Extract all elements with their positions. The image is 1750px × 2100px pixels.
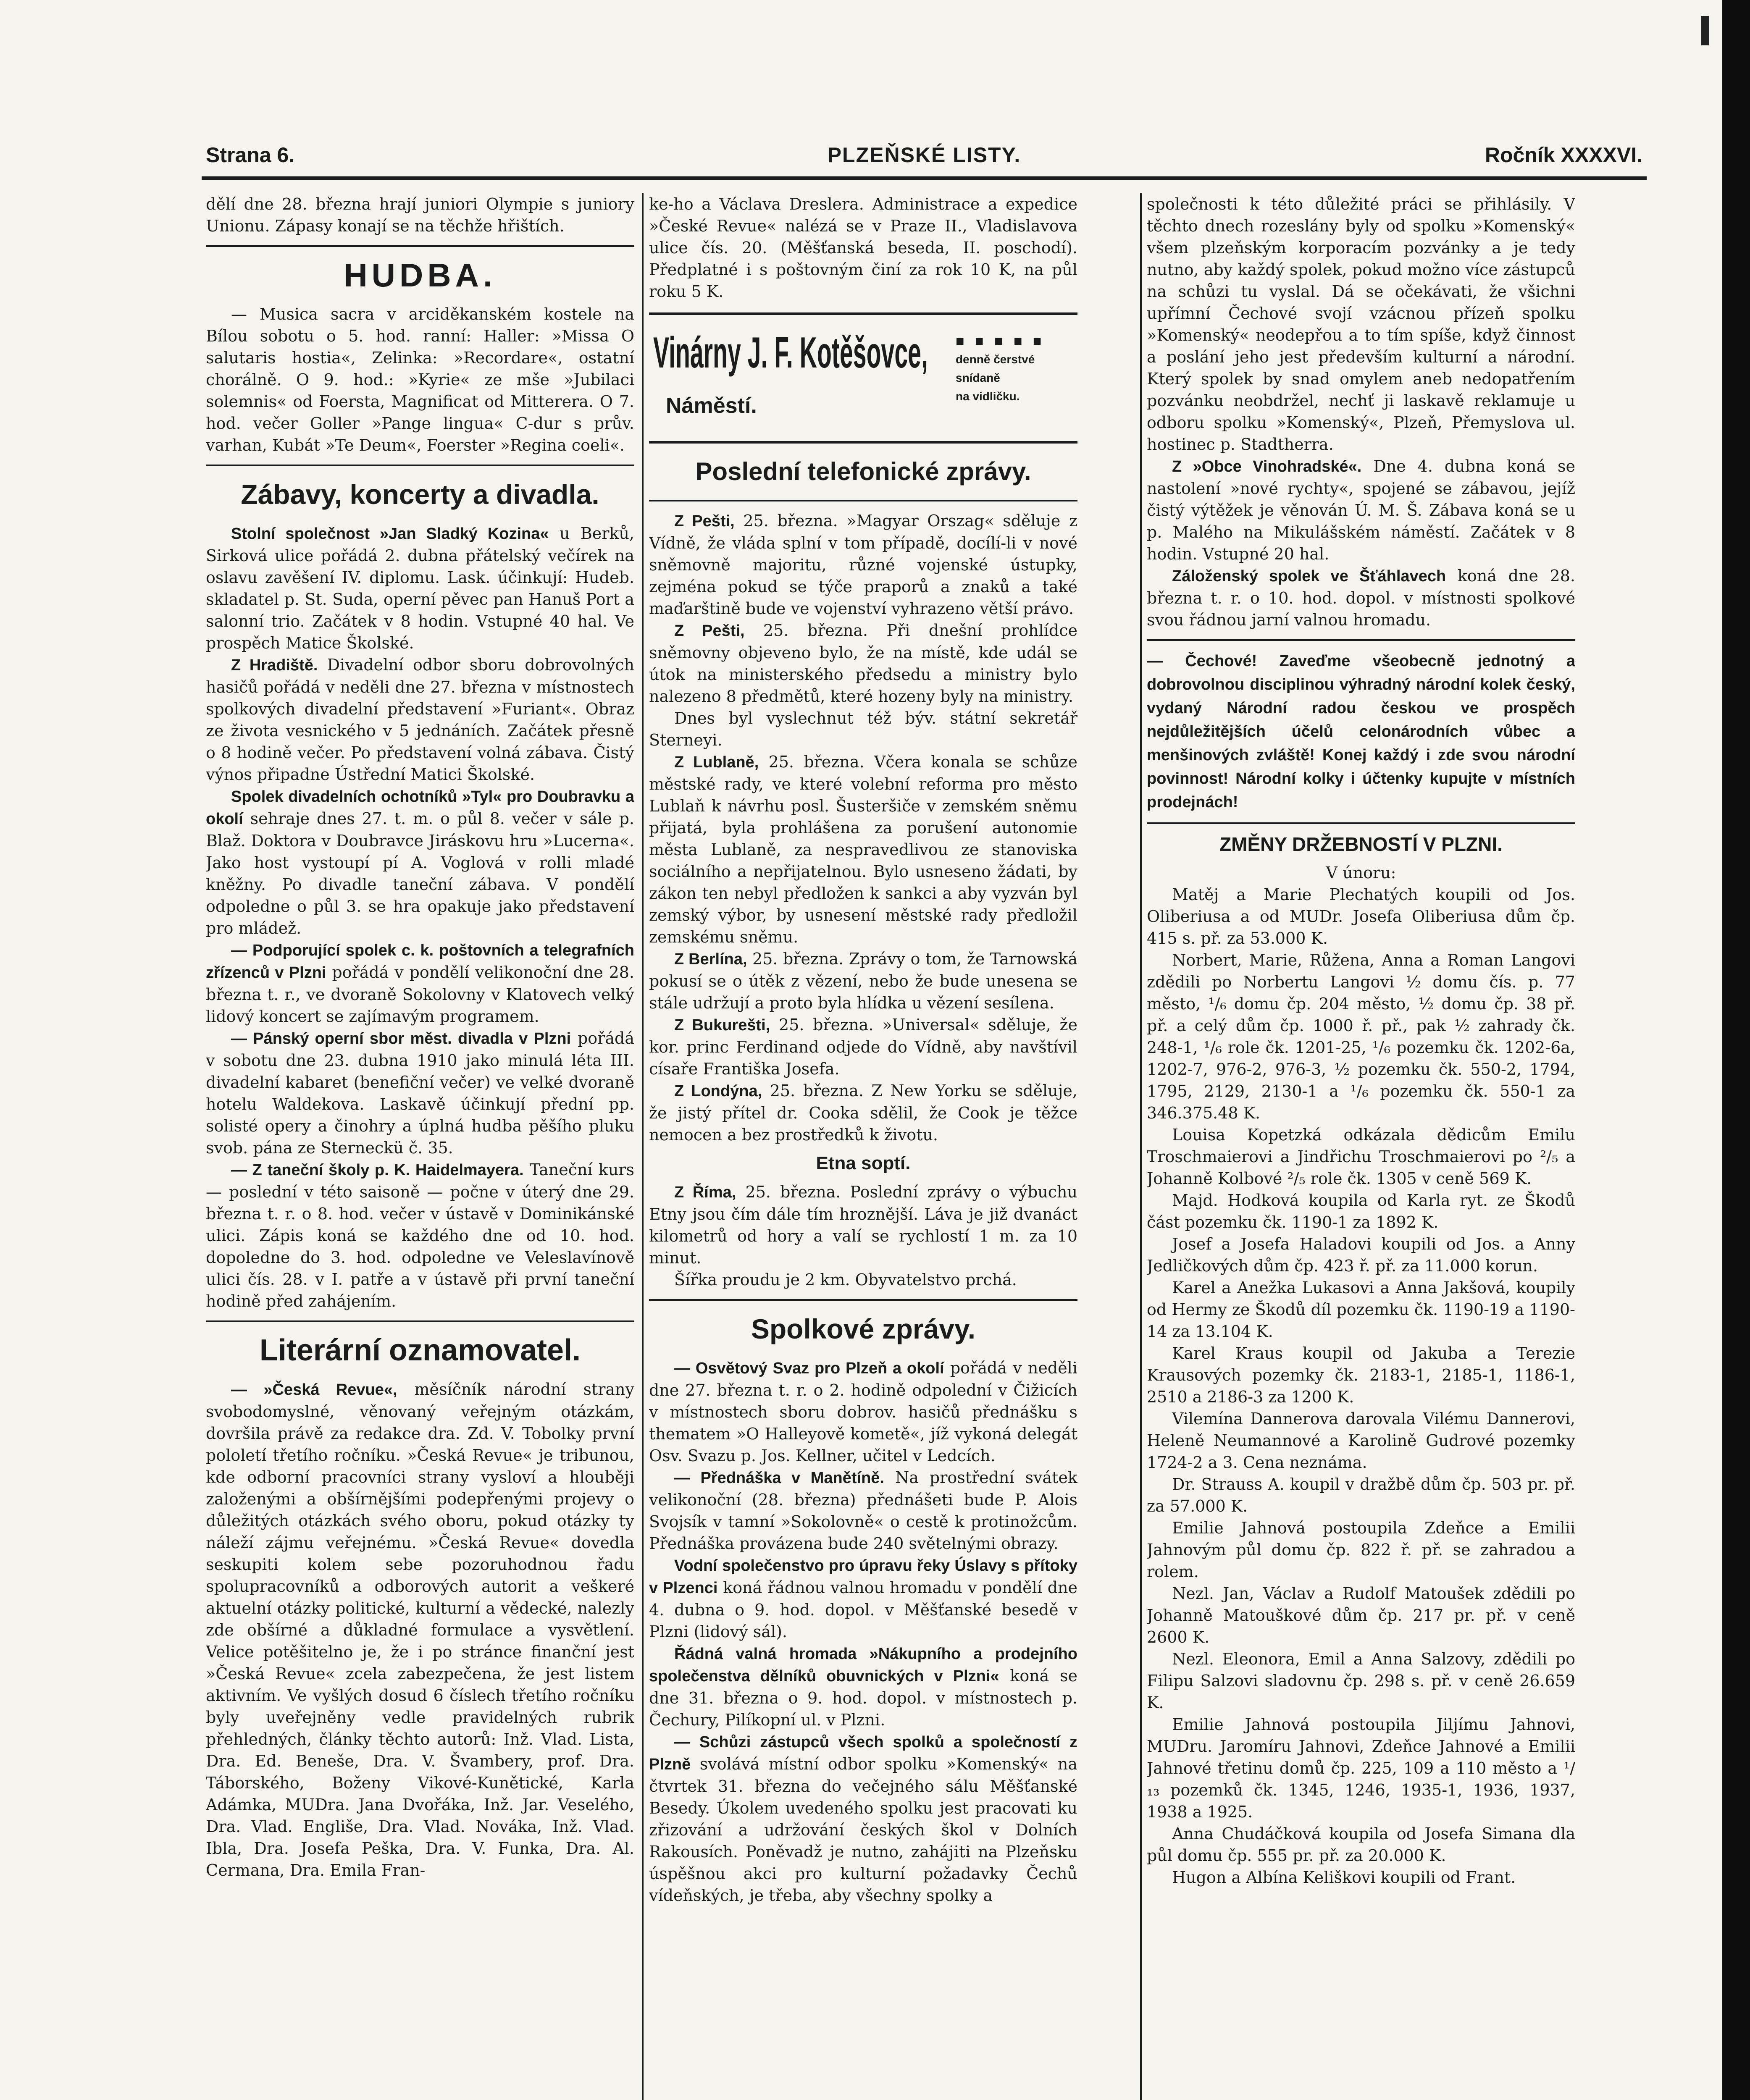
article-lead: Stolní společnost »Jan Sladký Kozina«: [231, 525, 549, 543]
news-item: [649, 620, 1077, 707]
club-text: Dne 4. dubna koná se nastolení »nové rychty«, spojené se zábavou, jejíž čistý výtěžek je věnován Ú. M. Š. Zábava koná se u p. Malého na Mikulášském náměstí. Začátek v 8 hodin. Vstupné 20 hal.: [1147, 457, 1575, 563]
ad-ornament: ■ ■ ■ ■ ■: [956, 333, 1045, 349]
property-record: Norbert, Marie, Růžena, Anna a Roman Langovi zdědili po Norbertu Langovi ½ domu čís. p. 77 město, ¹/₆ domu čp. 204 město, ½ domu čp. 38 př. př. a celý dům čp. 1000 ř. př., pak ½ zahrady čk. 248-1, ¹/₆ role čk. 1201-25, ¹/₆ pozemku čk. 1202-6a, 1202-7, 976-2, 976-3, ½ pozemku čk. 550-2, 1794, 1795, 2129, 2130-1 a ¹/₆ pozemku čk. 550-1 za 346.375.48 K.: [1147, 951, 1575, 1122]
club-lead: — Přednáška v Manětíně.: [674, 1469, 884, 1487]
news-item: [649, 1080, 1077, 1146]
scan-mark: [1701, 16, 1709, 45]
news-item: [649, 1181, 1077, 1269]
section-rule: [649, 500, 1077, 501]
property-record: Hugon a Albína Keliškovi koupili od Frant.: [1172, 1868, 1516, 1887]
club-text: Na prostřední svátek velikonoční (28. března) přednášeti bude P. Alois Svojsík v tamní »Sokolovně« o cestě k protinožcům. Přednáška provázena bude 240 světelnými obrazy.: [649, 1468, 1077, 1553]
section-rule: [206, 465, 634, 466]
club-text: koná se dne 31. března o 9. hod. dopol. v místnostech p. Čechury, Pilíkopní ul. v Plzni.: [649, 1667, 1077, 1729]
subheading-month: V únoru:: [1326, 864, 1396, 882]
article-text: sehraje dnes 27. t. m. o půl 8. večer v sále p. Blaž. Doktora v Doubravce Jiráskovu hru »Lucerna«. Jako host vystoupí pí A. Voglová v rolli mladé kněžny. Po divadle taneční zábava. V pondělí odpoledne o půl 3. se hra opakuje jako představení pro mládež.: [206, 809, 634, 937]
news-text: 25. března. Zprávy o tom, že Tarnowská pokusí se o útěk z vězení, nebo že bude unesena se stále udržují a proto byla hlídka u vězení sesílena.: [649, 950, 1077, 1012]
ad-note: denně čerstvé: [956, 353, 1035, 366]
section-title-hudba: HUDBA.: [344, 257, 497, 294]
column-right: [1147, 193, 1575, 2100]
page-number: Strana 6.: [206, 143, 295, 167]
ad-notes: [956, 332, 1073, 406]
column-middle: [649, 193, 1077, 2100]
page-header: [202, 139, 1647, 172]
ad-note: na vidličku.: [956, 390, 1020, 403]
property-record: Nezl. Eleonora, Emil a Anna Salzovy, zdědili po Filipu Salzovi sladovnu čp. 298 s. př. v ceně 26.659 K.: [1147, 1650, 1575, 1712]
article-text: pořádá v sobotu dne 23. dubna 1910 jako minulá léta III. divadelní kabaret (benefiční večer) ve velké dvoraně hotelu Waldekova. Laskavě účinkují přední pp. solisté opery a činohry a úplná hudba pěšího pluku svob. pána ze Sterneckü č. 35.: [206, 1029, 634, 1157]
article-continuation: společnosti k této důležité práci se přihlásily. V těchto dnech rozeslány byly od spolku »Komenský« všem plzeňským korporacím pozvánky a je tedy nutno, aby každý spolek, pokud možno více zástupců na schůzi tu vyslal. Dá se očekávati, že všichni upřímní Čechové svojí vzácnou přízeň spolku »Komenský« neodepřou a to tím spíše, když činnost a poslání jeho jest především kulturní a národní. Který spolek by snad omylem aneb nedopatřením pozvánku neobdržel, nechť ji laskavě reklamuje u odboru spolku »Komenský«, Plzeň, Přemyslova ul. hostinec p. Stadtherra.: [1147, 195, 1575, 454]
section-rule: [1147, 822, 1575, 824]
property-record: Louisa Kopetzká odkázala dědicům Emilu Troschmaierovi a Jindřichu Troschmaierovi po ²/₅ a Johanně Kolbové ²/₅ role čk. 1305 v ceně 569 K.: [1147, 1126, 1575, 1188]
property-record: Emilie Jahnová postoupila Jiljímu Jahnovi, MUDru. Jaromíru Jahnovi, Zdeňce Jahnové a Emilii Jahnové třetinu domů čp. 225, 109 a 110 město a ¹/₁₃ pozemků čk. 1345, 1246, 1935-1, 1936, 1937, 1938 a 1925.: [1147, 1715, 1575, 1821]
club-lead: Vodní společenstvo pro úpravu řeky Úslavy s přítoky v Plzenci: [649, 1557, 1077, 1597]
news-dateline: Z Pešti,: [674, 622, 745, 640]
club-lead: Řádná valná hromada »Nákupního a prodejního společenstva dělníků obuvnických v Plzni«: [649, 1645, 1077, 1685]
news-text: 25. března. »Magyar Orszag« sděluje z Vídně, že vláda splní v tom případě, docílí-li v nové sněmovně majoritu, různé vojenské ústupky, zejména pokud se týče praporů a znaků a také maďarštině bude ve vojenství vyhrazeno větší právo.: [649, 512, 1077, 618]
article-item: [206, 939, 634, 1027]
property-record: Anna Chudáčková koupila od Josefa Simana dla půl domu čp. 555 pr. př. za 20.000 K.: [1147, 1824, 1575, 1865]
column-separator: [642, 193, 644, 2100]
article-item: [206, 1378, 634, 1881]
section-title-telefonicke: Poslední telefonické zprávy.: [695, 457, 1031, 486]
news-text: 25. března. »Universal« sděluje, že kor. princ Ferdinand odjede do Vídně, aby navštívil císaře Františka Josefa.: [649, 1016, 1077, 1078]
article-lead: Spolek divadelních ochotníků »Tyl« pro Doubravku a okolí: [206, 788, 634, 828]
article-text: u Berků, Sirková ulice pořádá 2. dubna přátelský večírek na oslavu zavěšení IV. diplomu. Lask. účinkují: Hudeb. skladatel p. St. Suda, operní pěvec pan Hanuš Port a salonní trio. Začátek v 8 hodin. Vstupné 40 hal. Ve prospěch Matice Školské.: [206, 524, 634, 652]
ad-note: snídaně: [956, 371, 1000, 384]
article-lead: — Z taneční školy p. K. Haidelmayera.: [231, 1161, 524, 1179]
newspaper-title: PLZEŇSKÉ LISTY.: [827, 143, 1021, 167]
article-lead: — »Česká Revue«,: [231, 1381, 397, 1399]
subheading-etna: Etna soptí.: [816, 1153, 911, 1173]
property-record: Nezl. Jan, Václav a Rudolf Matoušek zdědili po Johanně Matouškové dům čp. 217 pr. př. v ceně 2600 K.: [1147, 1584, 1575, 1646]
property-record: Matěj a Marie Plechatých koupili od Jos. Oliberiusa a od MUDr. Josefa Oliberiusa dům čp. 415 s. př. za 53.000 K.: [1147, 885, 1575, 948]
property-record: Karel a Anežka Lukasovi a Anna Jakšová, koupily od Hermy ze Škodů díl pozemku čk. 1190-19 a 1190-14 za 13.104 K.: [1147, 1278, 1575, 1341]
club-lead: — Schůzi zástupců všech spolků a společností z Plzně: [649, 1733, 1077, 1773]
article-musica-sacra: — Musica sacra v arciděkanském kostele na Bílou sobotu o 5. hod. ranní: Haller: »Missa O salutaris hostia«, Zelinka: »Recordare«, ostatní chorálně. O 9. hod.: »Kyrie« ze mše »Jubilaci solemnis« od Foersta, Magnificat od Mitterera. O 7. hod. večer Goller »Pange lingua« C-dur s prův. varhan, Kubát »Te Deum«, Foerster »Regina coeli«.: [206, 305, 634, 454]
notice-narodni-kolek: — Čechové! Zaveďme všeobecně jednotný a dobrovolnou disciplinou výhradný národní kolek český, vydaný Národní radou českou ve prospěch nejdůležitějších účelů celonárodních vůbec a menšinových zvláště! Konej každý i zde svou národní povinnost! Národní kolky i účtenky kupujte v místních prodejnách!: [1147, 652, 1575, 811]
news-item: [649, 751, 1077, 948]
article-item: [206, 654, 634, 785]
column-separator: [1140, 193, 1142, 2100]
news-item: [649, 948, 1077, 1014]
property-record: Dr. Strauss A. koupil v dražbě dům čp. 503 pr. př. za 57.000 K.: [1147, 1475, 1575, 1515]
article-continuation: ke-ho a Václava Dreslera. Administrace a expedice »České Revue« nalézá se v Praze II., Vladislavova ulice čís. 20. (Měšťanská beseda, II. poschodí). Předplatné i s poštovným činí za rok 10 K, na půl roku 5 K.: [649, 195, 1077, 301]
news-item: Dnes byl vyslechnut též býv. státní sekretář Sterneyi.: [649, 709, 1077, 749]
property-record: Vilemína Dannerova darovala Vilému Dannerovi, Heleně Neumannové a Karolině Gudrové pozemky 1724-2 a 3. Cena neznáma.: [1147, 1410, 1575, 1472]
club-lead: Záloženský spolek ve Šťáhlavech: [1172, 567, 1446, 585]
news-item: [649, 510, 1077, 620]
club-item: [649, 1467, 1077, 1554]
article-item: [206, 785, 634, 939]
ad-place: Náměstí.: [666, 394, 757, 418]
club-item: [649, 1731, 1077, 1906]
news-dateline: Z Berlína,: [674, 950, 747, 968]
news-item: [649, 1014, 1077, 1080]
article-lead: Z Hradiště.: [231, 656, 318, 674]
section-title-zabavy: Zábavy, koncerty a divadla.: [241, 479, 599, 510]
property-record: Karel Kraus koupil od Jakuba a Terezie Krausových pozemky čk. 2183-1, 2185-1, 1186-1, 2510 a 2186-3 za 1200 K.: [1147, 1344, 1575, 1406]
article-text: měsíčník národní strany svobodomyslné, věnovaný veřejným otázkám, dovršila právě za redakce dra. Zd. V. Tobolky první pololetí třetího ročníku. »Česká Revue« je tribunou, kde odborní pracovníci strany vysloví a hlouběji založenými a obšírnějšími podepřenými projevy o důležitých otázkách svého oboru, pokud otázky ty náleží zájmu veřejnému. »Česká Revue« dovedla seskupiti kolem sebe pozoruhodnou řadu spolupracovníků a odborových autorit a veškeré aktuelní otázky politické, kulturní a vědecké, nalezly zde obšírné a důkladné formulace a vysvětlení. Velice potěšitelno je, že i po stránce finanční jest »Česká Revue« zcela zabezpečena, že jest listem aktivním. Ve vyšlých dosud 6 číslech třetího ročníku byly uveřejněny vedle pravidelných rubrik přehledných, články těchto autorů: Inž. Vlad. Lista, Dra. Ed. Beneše, Dra. V. Švambery, prof. Dra. Táborského, Boženy Vikové-Kunětické, Karla Adámka, MUDra. Jana Dvořáka, Inž. Jar. Veselého, Dra. Vlad. Engliše, Dra. Vlad. Nováka, Inž. Vlad. Ibla, Dra. Josefa Peška, Dra. V. Funka, Dra. Al. Cermana, Dra. Emila Fran-: [206, 1380, 634, 1880]
club-lead: Z »Obce Vinohradské«.: [1172, 458, 1362, 475]
property-record: Josef a Josefa Haladovi koupili od Jos. a Anny Jedličkových dům čp. 423 ř. př. za 11.000 korun.: [1147, 1235, 1575, 1275]
news-dateline: Z Pešti,: [674, 512, 735, 530]
news-text: 25. března. Při dnešní prohlídce sněmovny objeveno bylo, že na místě, kde udál se útok na ministerského předsedu a ministry bylo nalezeno 8 předmětů, které hozeny byly na ministry.: [649, 621, 1077, 706]
article-item: [206, 1159, 634, 1312]
club-lead: — Osvětový Svaz pro Plzeň a okolí: [674, 1360, 944, 1377]
article-text: Taneční kurs — poslední v této saisoně — počne v úterý dne 29. března t. r. o 8. hod. večer v ústavě v Dominikánské ulici. Zápis koná se každého dne od 10. hod. dopoledne do 3. hod. odpoledne ve Veleslavínově ulici čís. 28. v I. patře a v ústavě při první taneční hodině před zahájením.: [206, 1160, 634, 1310]
section-rule: [206, 245, 634, 247]
article-item: [206, 522, 634, 654]
club-item: [1147, 455, 1575, 565]
article-lead: — Podporující spolek c. k. poštovních a telegrafních zřízenců v Plzni: [206, 942, 634, 982]
section-rule: [1147, 639, 1575, 641]
club-item: [649, 1357, 1077, 1467]
news-dateline: Z Bukurešti,: [674, 1016, 770, 1034]
section-title-spolkove: Spolkové zprávy.: [751, 1313, 976, 1344]
section-title-literarni: Literární oznamovatel.: [259, 1334, 581, 1367]
volume-number: Ročník XXXXVI.: [1485, 143, 1642, 167]
article-text: Divadelní odbor sboru dobrovolných hasičů pořádá v neděli dne 27. března v místnostech spolkových divadelní představení »Furiant«. Obraz ze života vesnického v 5 jednáních. Začátek přesně o 8 hodině večer. Po představení volná zábava. Čistý výnos připadne Ústřední Matici Školské.: [206, 656, 634, 784]
news-dateline: Z Londýna,: [674, 1082, 762, 1100]
club-item: [649, 1643, 1077, 1731]
header-rule: [202, 176, 1647, 180]
news-text: 25. března. Včera konala se schůze městské rady, ve které volební reforma pro město Lublaň k návrhu posl. Šusteršiče v zemském sněmu přijatá, byla prohlášena za porušení autonomie města Lublaně, za nespravedlivou ze stanoviska sociálního a nepřijatelnou. Bylo usneseno žádati, by zákon ten nebyl předložen k sankci a aby vyzván byl zemský výbor, by usnesení městské rady předložil zemskému sněmu.: [649, 753, 1077, 946]
club-item: [649, 1554, 1077, 1643]
club-text: koná řádnou valnou hromadu v pondělí dne 4. dubna o 9. hod. dopol. v Měšťanské besedě v Plzni (lidový sál).: [649, 1578, 1077, 1641]
article-item: [206, 1027, 634, 1159]
article-lead: — Pánský operní sbor měst. divadla v Plzni: [231, 1030, 571, 1047]
section-rule: [206, 1320, 634, 1322]
news-dateline: Z Lublaně,: [674, 753, 759, 771]
club-text: svolává místní odbor spolku »Komenský« na čtvrtek 31. března do večejného sálu Měšťanské Besedy. Úkolem uvedeného spolku jest pracovati ku zřizování a udržování českých škol v Dolních Rakousích. Poněvadž je nutno, zahájiti na Plzeňsku úspěšnou akci pro kulturní požadavky Čechů vídeňských, je třeba, aby všechny spolky a: [649, 1755, 1077, 1905]
club-item: [1147, 565, 1575, 631]
column-left: [206, 193, 634, 2100]
club-text: pořádá v neděli dne 27. března t. r. o 2. hodině odpolední v Čižicích v místnostech sboru dobrov. hasičů přednášku s thematem »O Halleyově kometě«, jíž vykoná delegát Osv. Svazu p. Jos. Kellner, učitel v Ledcích.: [649, 1359, 1077, 1465]
scan-edge: [1722, 0, 1750, 2100]
ad-name: Vinárny J. F. Kotěšovce,: [653, 328, 928, 377]
article-text: pořádá v pondělí velikonoční dne 28. března t. r., ve dvoraně Sokolovny v Klatovech velký lidový koncert se zajímavým programem.: [206, 963, 634, 1026]
news-text: 25. března. Poslední zprávy o výbuchu Etny jsou čím dále tím hroznější. Láva je již dvanáct kilometrů od hory a valí se rychlostí 1 m. za 10 minut.: [649, 1183, 1077, 1267]
advertisement-kotesovec: [649, 312, 1077, 444]
news-item: Šířka proudu je 2 km. Obyvatelstvo prchá.: [674, 1270, 1017, 1289]
section-title-zmeny: ZMĚNY DRŽEBNOSTÍ V PLZNI.: [1219, 833, 1503, 855]
club-text: koná dne 28. března t. r. o 10. hod. dopol. v místnosti spolkové svou řádnou jarní valnou hromadu.: [1147, 567, 1575, 629]
section-rule: [649, 1299, 1077, 1301]
property-record: Emilie Jahnová postoupila Zdeňce a Emilii Jahnovým půl domu čp. 822 ř. př. se zahradou a rolem.: [1147, 1519, 1575, 1581]
news-text: 25. března. Z New Yorku se sděluje, že jistý přítel dr. Cooka sdělil, že Cook je těžce nemocen a bez prostředků k životu.: [649, 1082, 1077, 1144]
property-record: Majd. Hodková koupila od Karla ryt. ze Škodů část pozemku čk. 1190-1 za 1892 K.: [1147, 1191, 1575, 1231]
sports-note: dělí dne 28. března hrají juniori Olympie s juniory Unionu. Zápasy konají se na těchže hřištích.: [206, 195, 634, 235]
news-dateline: Z Říma,: [674, 1184, 736, 1201]
